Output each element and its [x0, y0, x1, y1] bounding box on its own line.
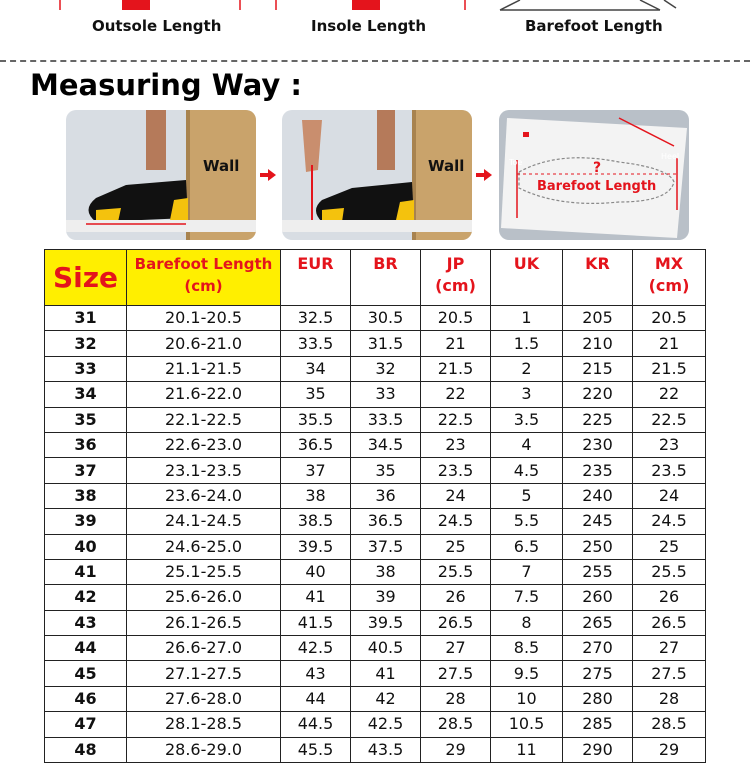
cell-barefoot-length: 23.1-23.5 — [127, 458, 281, 483]
cell-br: 34.5 — [351, 432, 421, 457]
cell-br: 39.5 — [351, 610, 421, 635]
table-row — [45, 712, 706, 737]
insole-length-label: Insole Length — [311, 17, 427, 35]
cell-barefoot-length: 20.6-21.0 — [127, 331, 281, 356]
cell-jp: 25 — [421, 534, 491, 559]
cell-kr: 285 — [563, 712, 633, 737]
cell-eur: 44.5 — [281, 712, 351, 737]
cell-jp: 22 — [421, 382, 491, 407]
table-row — [45, 509, 706, 534]
cell-size: 45 — [45, 661, 127, 686]
cell-mx: 29 — [633, 737, 706, 762]
cell-jp: 28.5 — [421, 712, 491, 737]
cell-kr: 250 — [563, 534, 633, 559]
ruler-tick-icon — [664, 0, 676, 8]
cell-eur: 37 — [281, 458, 351, 483]
cell-barefoot-length: 22.1-22.5 — [127, 407, 281, 432]
cell-mx: 23.5 — [633, 458, 706, 483]
cell-barefoot-length: 26.1-26.5 — [127, 610, 281, 635]
cell-eur: 38 — [281, 483, 351, 508]
cell-uk: 8.5 — [491, 636, 563, 661]
cell-size: 43 — [45, 610, 127, 635]
cell-eur: 44 — [281, 686, 351, 711]
cell-uk: 10 — [491, 686, 563, 711]
cell-br: 41 — [351, 661, 421, 686]
top-diagram-strip — [0, 0, 750, 56]
cell-jp: 27 — [421, 636, 491, 661]
cell-size: 47 — [45, 712, 127, 737]
cell-uk: 4 — [491, 432, 563, 457]
cell-kr: 245 — [563, 509, 633, 534]
leg-shape — [146, 110, 166, 170]
table-row — [45, 331, 706, 356]
cell-kr: 265 — [563, 610, 633, 635]
cell-uk: 7.5 — [491, 585, 563, 610]
cell-mx: 22.5 — [633, 407, 706, 432]
cell-size: 36 — [45, 432, 127, 457]
cell-br: 42.5 — [351, 712, 421, 737]
cell-br: 43.5 — [351, 737, 421, 762]
cell-mx: 24.5 — [633, 509, 706, 534]
table-row — [45, 483, 706, 508]
cell-kr: 270 — [563, 636, 633, 661]
table-row — [45, 458, 706, 483]
cell-uk: 3.5 — [491, 407, 563, 432]
header-line2: (cm) — [184, 277, 223, 295]
cell-jp: 24.5 — [421, 509, 491, 534]
cell-jp: 28 — [421, 686, 491, 711]
cell-uk: 5.5 — [491, 509, 563, 534]
header-barefoot-length — [127, 250, 281, 306]
cell-eur: 35.5 — [281, 407, 351, 432]
foot-outline-icon — [500, 0, 660, 10]
cell-jp: 21.5 — [421, 356, 491, 381]
header-line2: (cm) — [648, 276, 690, 295]
table-row — [45, 610, 706, 635]
cell-barefoot-length: 24.6-25.0 — [127, 534, 281, 559]
page-title: Measuring Way : — [30, 68, 302, 102]
cell-kr: 235 — [563, 458, 633, 483]
table-row — [45, 306, 706, 331]
cell-kr: 260 — [563, 585, 633, 610]
cell-kr: 205 — [563, 306, 633, 331]
cell-uk: 4.5 — [491, 458, 563, 483]
cell-jp: 23 — [421, 432, 491, 457]
cell-mx: 27 — [633, 636, 706, 661]
header-line2: (cm) — [435, 276, 476, 295]
cell-barefoot-length: 27.1-27.5 — [127, 661, 281, 686]
cell-br: 33.5 — [351, 407, 421, 432]
cell-kr: 290 — [563, 737, 633, 762]
cell-mx: 22 — [633, 382, 706, 407]
cell-uk: 3 — [491, 382, 563, 407]
cell-jp: 23.5 — [421, 458, 491, 483]
cell-barefoot-length: 25.1-25.5 — [127, 559, 281, 584]
cell-kr: 225 — [563, 407, 633, 432]
table-row — [45, 356, 706, 381]
barefoot-length-label: Barefoot Length — [525, 17, 663, 35]
cell-uk: 5 — [491, 483, 563, 508]
cell-mx: 28 — [633, 686, 706, 711]
measure-photo-mark-toe — [282, 110, 472, 240]
arrow-right-icon — [260, 169, 276, 181]
cell-mx: 21 — [633, 331, 706, 356]
cell-eur: 45.5 — [281, 737, 351, 762]
cell-uk: 1 — [491, 306, 563, 331]
table-row — [45, 534, 706, 559]
cell-jp: 24 — [421, 483, 491, 508]
header-jp — [421, 250, 491, 306]
table-row — [45, 686, 706, 711]
heel-label: Heel — [661, 152, 680, 161]
cell-uk: 10.5 — [491, 712, 563, 737]
size-chart-table — [44, 249, 706, 763]
cell-size: 35 — [45, 407, 127, 432]
cell-uk: 11 — [491, 737, 563, 762]
size-chart-body — [45, 306, 706, 763]
wall-label: Wall — [428, 157, 465, 175]
cell-mx: 25 — [633, 534, 706, 559]
cell-br: 38 — [351, 559, 421, 584]
cell-barefoot-length: 28.6-29.0 — [127, 737, 281, 762]
question-mark-label: ? — [593, 160, 602, 176]
cell-br: 39 — [351, 585, 421, 610]
header-line1: JP — [446, 254, 465, 273]
cell-mx: 26 — [633, 585, 706, 610]
cell-mx: 20.5 — [633, 306, 706, 331]
cell-size: 38 — [45, 483, 127, 508]
header-line1: KR — [585, 254, 610, 273]
header-line1: EUR — [297, 254, 334, 273]
cell-uk: 8 — [491, 610, 563, 635]
cell-kr: 280 — [563, 686, 633, 711]
table-row — [45, 407, 706, 432]
table-row — [45, 382, 706, 407]
table-header-row — [45, 250, 706, 306]
cell-mx: 26.5 — [633, 610, 706, 635]
cell-barefoot-length: 26.6-27.0 — [127, 636, 281, 661]
cell-barefoot-length: 27.6-28.0 — [127, 686, 281, 711]
cell-br: 36 — [351, 483, 421, 508]
cell-eur: 40 — [281, 559, 351, 584]
cell-jp: 26 — [421, 585, 491, 610]
cell-size: 32 — [45, 331, 127, 356]
cell-br: 35 — [351, 458, 421, 483]
measure-photo-barefoot-outline — [499, 110, 689, 240]
cell-jp: 21 — [421, 331, 491, 356]
cell-kr: 230 — [563, 432, 633, 457]
cell-barefoot-length: 23.6-24.0 — [127, 483, 281, 508]
cell-size: 44 — [45, 636, 127, 661]
cell-kr: 240 — [563, 483, 633, 508]
header-br — [351, 250, 421, 306]
toe-label: Toe — [509, 158, 523, 167]
cell-eur: 41 — [281, 585, 351, 610]
cell-size: 34 — [45, 382, 127, 407]
cell-mx: 24 — [633, 483, 706, 508]
arrow-right-icon — [476, 169, 492, 181]
cell-br: 37.5 — [351, 534, 421, 559]
header-size-label: Size — [52, 260, 119, 294]
cell-jp: 25.5 — [421, 559, 491, 584]
cell-barefoot-length: 25.6-26.0 — [127, 585, 281, 610]
cell-eur: 32.5 — [281, 306, 351, 331]
cell-eur: 39.5 — [281, 534, 351, 559]
table-row — [45, 661, 706, 686]
cell-eur: 34 — [281, 356, 351, 381]
cell-barefoot-length: 28.1-28.5 — [127, 712, 281, 737]
header-line1: UK — [513, 254, 540, 273]
cell-size: 33 — [45, 356, 127, 381]
cell-eur: 43 — [281, 661, 351, 686]
table-row — [45, 559, 706, 584]
cell-mx: 25.5 — [633, 559, 706, 584]
cell-eur: 36.5 — [281, 432, 351, 457]
cell-mx: 28.5 — [633, 712, 706, 737]
header-size — [45, 250, 127, 306]
cell-br: 30.5 — [351, 306, 421, 331]
cell-barefoot-length: 21.1-21.5 — [127, 356, 281, 381]
cell-size: 42 — [45, 585, 127, 610]
header-kr — [563, 250, 633, 306]
cell-size: 48 — [45, 737, 127, 762]
cell-uk: 7 — [491, 559, 563, 584]
header-line1: MX — [654, 254, 684, 273]
cell-uk: 1.5 — [491, 331, 563, 356]
red-x-icon — [122, 0, 150, 10]
cell-uk: 2 — [491, 356, 563, 381]
mark-toe-illustration — [282, 110, 472, 240]
cell-size: 37 — [45, 458, 127, 483]
cell-mx: 23 — [633, 432, 706, 457]
header-line1: Barefoot Length — [134, 255, 273, 273]
cell-size: 31 — [45, 306, 127, 331]
cell-size: 40 — [45, 534, 127, 559]
cell-eur: 38.5 — [281, 509, 351, 534]
cell-barefoot-length: 22.6-23.0 — [127, 432, 281, 457]
cell-jp: 20.5 — [421, 306, 491, 331]
cell-kr: 215 — [563, 356, 633, 381]
cell-eur: 33.5 — [281, 331, 351, 356]
cell-barefoot-length: 20.1-20.5 — [127, 306, 281, 331]
barefoot-length-photo-label: Barefoot Length — [537, 179, 657, 194]
cell-jp: 27.5 — [421, 661, 491, 686]
header-mx — [633, 250, 706, 306]
cell-eur: 35 — [281, 382, 351, 407]
cell-uk: 9.5 — [491, 661, 563, 686]
outsole-length-label: Outsole Length — [92, 17, 222, 35]
cell-barefoot-length: 24.1-24.5 — [127, 509, 281, 534]
table-row — [45, 636, 706, 661]
cell-br: 42 — [351, 686, 421, 711]
cell-br: 36.5 — [351, 509, 421, 534]
measure-photo-foot-wall — [66, 110, 256, 240]
cell-size: 39 — [45, 509, 127, 534]
cell-eur: 41.5 — [281, 610, 351, 635]
header-uk — [491, 250, 563, 306]
cell-eur: 42.5 — [281, 636, 351, 661]
table-row — [45, 432, 706, 457]
cell-kr: 220 — [563, 382, 633, 407]
cell-size: 46 — [45, 686, 127, 711]
wall-label: Wall — [203, 157, 240, 175]
cell-jp: 29 — [421, 737, 491, 762]
cell-size: 41 — [45, 559, 127, 584]
section-divider — [0, 60, 750, 62]
cell-br: 33 — [351, 382, 421, 407]
cell-mx: 21.5 — [633, 356, 706, 381]
cell-kr: 210 — [563, 331, 633, 356]
red-x-icon — [352, 0, 380, 10]
cell-uk: 6.5 — [491, 534, 563, 559]
cell-br: 31.5 — [351, 331, 421, 356]
foot-wall-illustration — [66, 110, 256, 240]
cell-br: 40.5 — [351, 636, 421, 661]
header-eur — [281, 250, 351, 306]
cell-kr: 275 — [563, 661, 633, 686]
paper-sheet-shape — [282, 220, 472, 232]
paper-sheet-shape — [66, 220, 256, 232]
leg-shape — [377, 110, 395, 170]
cell-jp: 26.5 — [421, 610, 491, 635]
cell-jp: 22.5 — [421, 407, 491, 432]
header-line1: BR — [373, 254, 398, 273]
cell-barefoot-length: 21.6-22.0 — [127, 382, 281, 407]
cell-br: 32 — [351, 356, 421, 381]
table-row — [45, 585, 706, 610]
cell-kr: 255 — [563, 559, 633, 584]
cell-mx: 27.5 — [633, 661, 706, 686]
